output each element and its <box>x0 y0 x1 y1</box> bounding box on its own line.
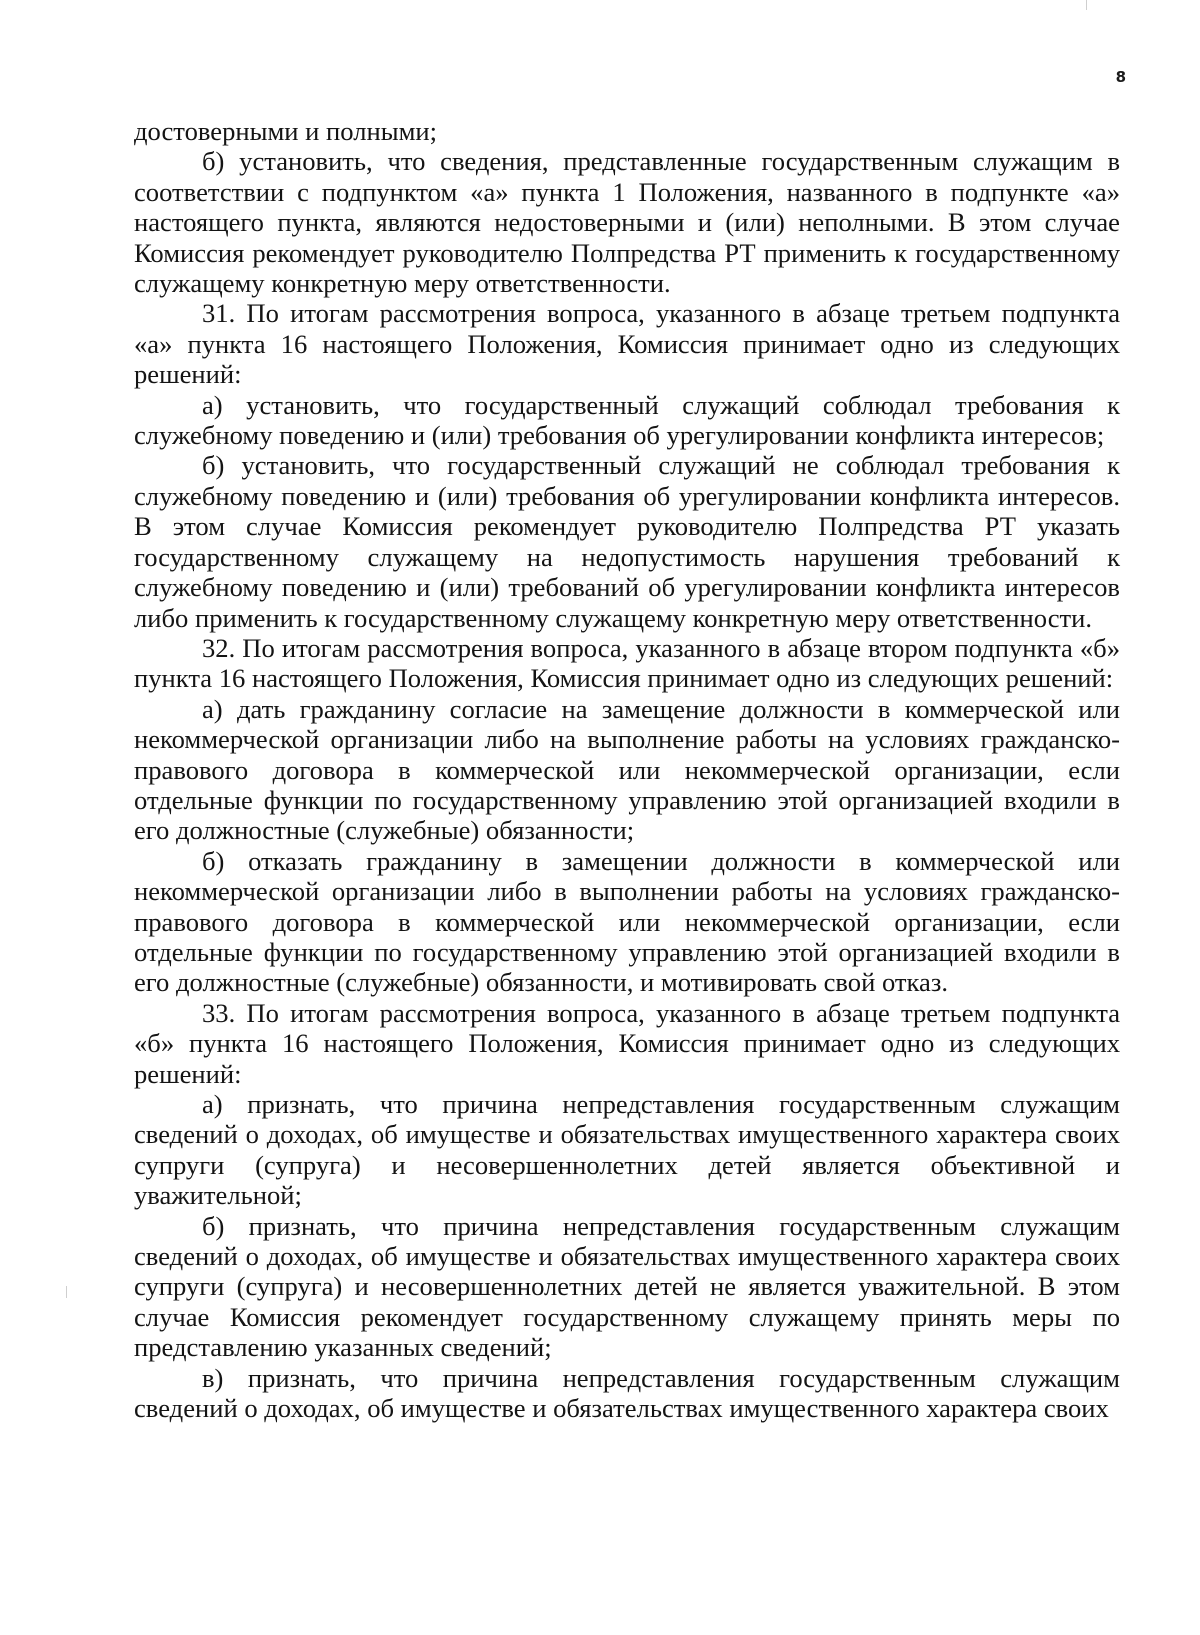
paragraph: а) установить, что государственный служащий соблюдал требования к служебному поведению и (или) требования об урегулировании конфликта интересов; <box>134 389 1120 451</box>
scan-artifact-top <box>1086 0 1087 10</box>
paragraph: 32. По итогам рассмотрения вопроса, указанного в абзаце втором подпункта «б» пункта 16 настоящего Положения, Комиссия принимает одно из следующих решений: <box>134 632 1120 694</box>
document-body <box>134 116 1120 1423</box>
paragraph: а) признать, что причина непредставления государственным служащим сведений о доходах, об имуществе и обязательствах имущественного характера своих супруги (супруга) и несовершеннолетних детей является объективной и уважительной; <box>134 1089 1120 1211</box>
paragraph: б) признать, что причина непредставления государственным служащим сведений о доходах, об имуществе и обязательствах имущественного характера своих супруги (супруга) и несовершеннолетних детей не является уважительной. В этом случае Комиссия рекомендует государственному служащему принять меры по представлению указанных сведений; <box>134 1210 1120 1363</box>
scan-artifact-left <box>66 1286 67 1298</box>
paragraph: 33. По итогам рассмотрения вопроса, указанного в абзаце третьем подпункта «б» пункта 16 настоящего Положения, Комиссия принимает одно из следующих решений: <box>134 997 1120 1089</box>
paragraph: 31. По итогам рассмотрения вопроса, указанного в абзаце третьем подпункта «а» пункта 16 настоящего Положения, Комиссия принимает одно из следующих решений: <box>134 298 1120 390</box>
page-number: 8 <box>1115 68 1126 86</box>
paragraph: а) дать гражданину согласие на замещение должности в коммерческой или некоммерческой организации либо на выполнение работы на условиях гражданско-правового договора в коммерческой или некоммерческой организации, если отдельные функции по государственному управлению этой организацией входили в его должностные (служебные) обязанности; <box>134 693 1120 846</box>
paragraph: в) признать, что причина непредставления государственным служащим сведений о доходах, об имуществе и обязательствах имущественного характера своих <box>134 1362 1120 1424</box>
paragraph: б) отказать гражданину в замещении должности в коммерческой или некоммерческой организации либо в выполнении работы на условиях гражданско-правового договора в коммерческой или некоммерческой организации, если отдельные функции по государственному управлению этой организацией входили в его должностные (служебные) обязанности, и мотивировать свой отказ. <box>134 845 1120 998</box>
paragraph: б) установить, что сведения, представленные государственным служащим в соответствии с подпунктом «а» пункта 1 Положения, названного в подпункте «а» настоящего пункта, являются недостоверными и (или) неполными. В этом случае Комиссия рекомендует руководителю Полпредства РТ применить к государственному служащему конкретную меру ответственности. <box>134 146 1120 299</box>
paragraph: достоверными и полными; <box>134 116 438 146</box>
paragraph: б) установить, что государственный служащий не соблюдал требования к служебному поведению и (или) требования об урегулировании конфликта интересов. В этом случае Комиссия рекомендует руководителю Полпредства РТ указать государственному служащему на недопустимость нарушения требований к служебному поведению и (или) требований об урегулировании конфликта интересов либо применить к государственному служащему конкретную меру ответственности. <box>134 450 1120 633</box>
